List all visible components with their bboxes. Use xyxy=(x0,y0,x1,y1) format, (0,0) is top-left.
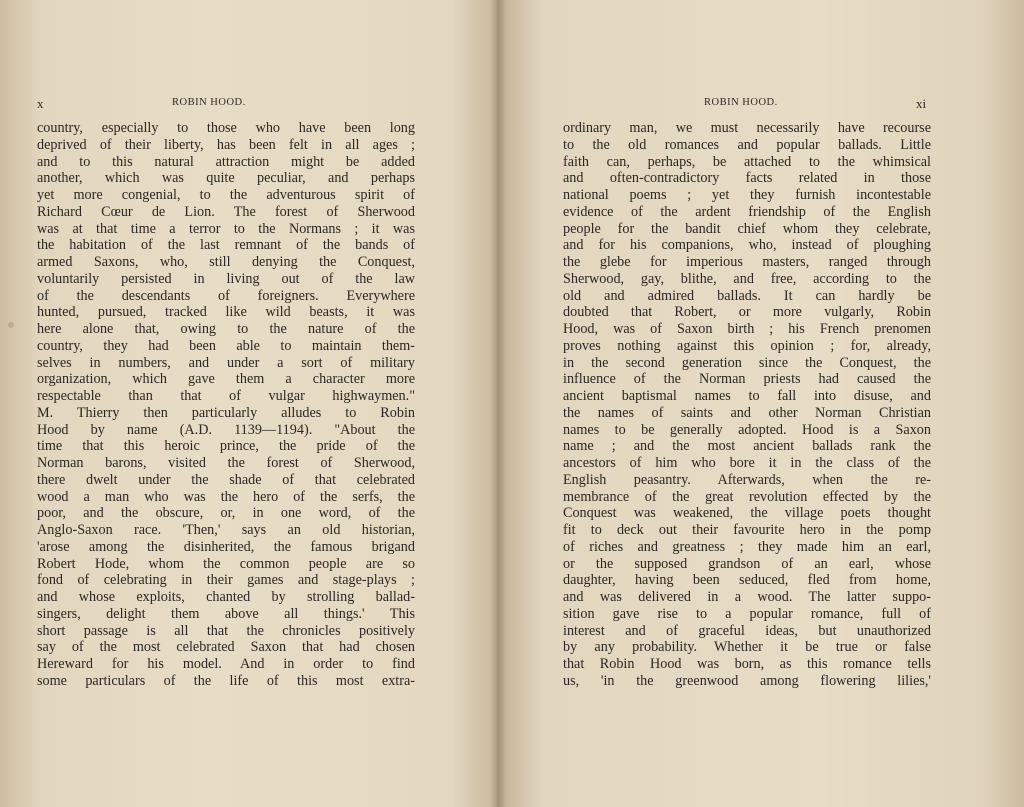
text-line: English peasantry. Afterwards, when the re- xyxy=(563,471,931,488)
text-line: short passage is all that the chronicles positively xyxy=(37,622,415,639)
text-line: Hereward for his model. And in order to find xyxy=(37,656,415,672)
text-line: the habitation of the last remnant of the bands of xyxy=(37,237,415,254)
text-line: in the second generation since the Conquest, the xyxy=(563,354,931,371)
right-body-text xyxy=(563,120,931,690)
book-gutter xyxy=(490,0,506,807)
text-line: some particulars of the life of this most extra- xyxy=(37,672,415,689)
text-line: sition gave rise to a popular romance, full of xyxy=(563,605,931,622)
text-line: evidence of the ardent friendship of the English xyxy=(563,203,931,220)
text-line: daughter, having been seduced, fled from home, xyxy=(563,572,931,589)
left-running-head: ROBIN HOOD. xyxy=(172,97,246,108)
text-line: membrance of the great revolution effected by the xyxy=(563,488,931,505)
text-line: country, especially to those who have been long xyxy=(37,120,415,136)
text-line: Norman barons, visited the forest of Sherwood, xyxy=(37,455,415,471)
right-page xyxy=(506,0,1024,807)
text-line: proves nothing against this opinion ; for, already, xyxy=(563,337,931,354)
text-line: here alone that, owing to the nature of the xyxy=(37,321,415,337)
text-line: time that this heroic prince, the pride of the xyxy=(37,438,415,455)
text-line: M. Thierry then particularly alludes to Robin xyxy=(37,404,415,421)
text-line: there dwelt under the shade of that celebrated xyxy=(37,471,415,488)
text-line: organization, which gave them a character more xyxy=(37,371,415,388)
text-line: and to this natural attraction might be added xyxy=(37,153,415,170)
text-line: yet more congenial, to the adventurous spirit of xyxy=(37,187,415,203)
left-body-text xyxy=(37,120,415,690)
text-line: the names of saints and other Norman Christian xyxy=(563,404,931,421)
text-line: Anglo-Saxon race. 'Then,' says an old historian, xyxy=(37,522,415,538)
text-line: names to be generally adopted. Hood is a Saxon xyxy=(563,421,931,438)
text-line: and for his companions, who, instead of ploughing xyxy=(563,237,931,254)
text-line: us, 'in the greenwood among flowering lilies,' xyxy=(563,672,931,689)
left-page xyxy=(0,0,492,807)
text-line: the glebe for imperious masters, ranged through xyxy=(563,254,931,270)
text-line: Richard Cœur de Lion. The forest of Sherwood xyxy=(37,203,415,220)
text-line: national poems ; yet they furnish incontestable xyxy=(563,187,931,203)
text-line: respectable than that of vulgar highwaymen." xyxy=(37,388,415,404)
text-line: Robert Hode, whom the common people are so xyxy=(37,555,415,572)
text-line: was at that time a terror to the Normans ; it was xyxy=(37,220,415,237)
text-line: poor, and the obscure, or, in one word, of the xyxy=(37,505,415,522)
text-line: interest and of graceful ideas, but unauthorized xyxy=(563,622,931,639)
text-line: fond of celebrating in their games and stage-plays ; xyxy=(37,572,415,589)
text-line: selves in numbers, and under a sort of military xyxy=(37,354,415,371)
text-line: faith can, perhaps, be attached to the whimsical xyxy=(563,153,931,170)
text-line: ancient baptismal names to fall into disuse, and xyxy=(563,388,931,404)
text-line: influence of the Norman priests had caused the xyxy=(563,371,931,388)
text-line: country, they had been able to maintain them- xyxy=(37,337,415,354)
text-line: people for the bandit chief whom they celebrate, xyxy=(563,220,931,237)
text-line: to the old romances and popular ballads. Little xyxy=(563,136,931,153)
text-line: Sherwood, gay, blithe, and free, according to the xyxy=(563,270,931,287)
right-running-head: ROBIN HOOD. xyxy=(704,97,778,108)
text-line: and often-contradictory facts related in those xyxy=(563,170,931,187)
text-line: singers, delight them above all things.' This xyxy=(37,605,415,622)
text-line: Conquest was weakened, the village poets thought xyxy=(563,505,931,522)
text-line: say of the most celebrated Saxon that had chosen xyxy=(37,639,415,656)
text-line: old and admired ballads. It can hardly be xyxy=(563,287,931,304)
text-line: ordinary man, we must necessarily have recourse xyxy=(563,120,931,136)
text-line: by any probability. Whether it be true or false xyxy=(563,639,931,656)
text-line: wood a man who was the hero of the serfs, the xyxy=(37,488,415,505)
text-line: fit to deck out their favourite hero in the pomp xyxy=(563,522,931,538)
text-line: of riches and greatness ; they made him an earl, xyxy=(563,538,931,555)
text-line: and was delivered in a wood. The latter suppo- xyxy=(563,589,931,605)
text-line: another, which was quite peculiar, and perhaps xyxy=(37,170,415,187)
text-line: or the supposed grandson of an earl, whose xyxy=(563,555,931,572)
text-line: hunted, pursued, tracked like wild beasts, it was xyxy=(37,304,415,321)
text-line: and whose exploits, chanted by strolling ballad- xyxy=(37,589,415,605)
text-line: that Robin Hood was born, as this romance tells xyxy=(563,656,931,672)
text-line: Hood, was of Saxon birth ; his French prenomen xyxy=(563,321,931,337)
text-line: ancestors of him who bore it in the class of the xyxy=(563,455,931,471)
right-page-number: xi xyxy=(916,96,927,111)
text-line: armed Saxons, who, still denying the Conquest, xyxy=(37,254,415,270)
text-line: name ; and the most ancient ballads rank the xyxy=(563,438,931,455)
text-line: Hood by name (A.D. 1139—1194). "About the xyxy=(37,421,415,438)
paper-speck xyxy=(8,322,14,328)
text-line: 'arose among the disinherited, the famous brigand xyxy=(37,538,415,555)
text-line: doubted that Robert, or more vulgarly, Robin xyxy=(563,304,931,321)
text-line: deprived of their liberty, has been felt in all ages ; xyxy=(37,136,415,153)
text-line: voluntarily persisted in living out of the law xyxy=(37,270,415,287)
left-page-number: x xyxy=(37,96,44,111)
text-line: of the descendants of foreigners. Everywhere xyxy=(37,287,415,304)
